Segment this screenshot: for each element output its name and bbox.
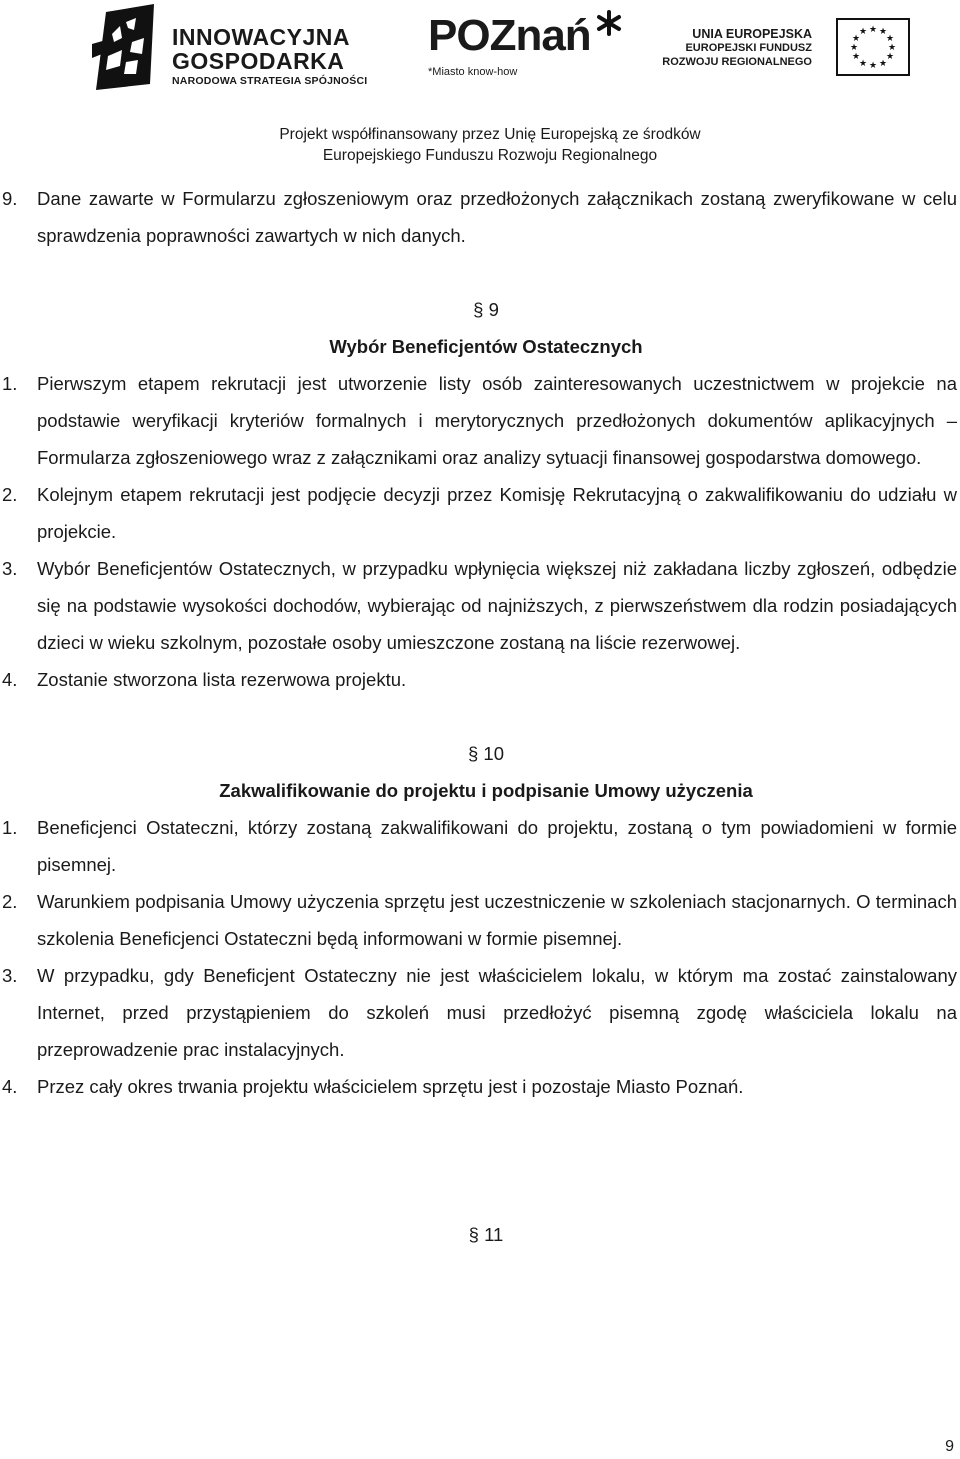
item-number: 2. — [2, 484, 18, 505]
list-item — [0, 883, 960, 957]
svg-text:★: ★ — [878, 27, 888, 37]
innowacyjna-line: INNOWACYJNA — [172, 24, 351, 50]
item-number: 3. — [2, 965, 18, 986]
list-item — [0, 1068, 960, 1105]
list-item — [0, 661, 960, 698]
svg-text:★: ★ — [868, 25, 878, 35]
poznan-tagline: *Miasto know-how — [428, 66, 518, 78]
item-text: Dane zawarte w Formularzu zgłoszeniowym oraz przedłożonych załącznikach zostaną zweryfikowane w celu sprawdzenia poprawności zawartych w nich danych. — [37, 188, 957, 246]
item-number: 3. — [2, 558, 18, 579]
svg-text:★: ★ — [887, 43, 897, 53]
item-text: Kolejnym etapem rekrutacji jest podjęcie decyzji przez Komisję Rekrutacyjną o zakwalifikowaniu do udziału w projekcie. — [37, 484, 957, 542]
item-number: 4. — [2, 1076, 18, 1097]
item-text: Beneficjenci Ostateczni, którzy zostaną zakwalifikowani do projektu, zostaną o tym powiadomieni w formie pisemnej. — [37, 817, 957, 875]
list-item — [0, 180, 960, 254]
svg-text:★: ★ — [851, 52, 861, 62]
svg-text:★: ★ — [885, 34, 895, 44]
item-text: Warunkiem podpisania Umowy użyczenia sprzętu jest uczestniczenie w szkoleniach stacjonarnych. O terminach szkolenia Beneficjenci Ostateczni będą informowani w formie pisemnej. — [37, 891, 957, 949]
eu-logo — [664, 16, 914, 82]
innowacyjna-gospodarka-icon — [92, 4, 162, 90]
section-10-sign: § 10 — [467, 743, 504, 764]
page-number: 9 — [945, 1438, 954, 1455]
cofinancing-note — [240, 124, 740, 166]
list-item — [0, 809, 960, 883]
item-text: Pierwszym etapem rekrutacji jest utworzenie listy osób zainteresowanych uczestnictwem w projekcie na podstawie weryfikacji kryteriów formalnych i merytorycznych przedłożonych dokumentów aplikacyjnych – Formularza zgłoszeniowego wraz z załącznikami oraz analizy sytuacji finansowej gospodarstwa domowego. — [37, 373, 957, 468]
section-10-title: Zakwalifikowanie do projektu i podpisanie Umowy użyczenia — [219, 780, 753, 801]
item-number: 9. — [2, 188, 18, 209]
item-text: Przez cały okres trwania projektu właścicielem sprzętu jest i pozostaje Miasto Poznań. — [37, 1076, 744, 1097]
list-item — [0, 550, 960, 661]
svg-text:★: ★ — [868, 61, 878, 71]
item-text: Wybór Beneficjentów Ostatecznych, w przypadku wpłynięcia większej niż zakładana liczby zgłoszeń, odbędzie się na podstawie wysokości dochodów, wybierając od najniższych, z pierwszeństwem dla rodzin posiadających dzieci w wieku szkolnym, pozostałe osoby umieszczone zostaną na liście rezerwowej. — [37, 558, 957, 653]
item-number: 1. — [2, 373, 18, 394]
section-9-sign: § 9 — [473, 299, 499, 320]
poznan-wordmark: POZnań — [428, 11, 591, 60]
svg-text:★: ★ — [885, 52, 895, 62]
innowacyjna-gospodarka-logo — [92, 4, 382, 90]
eu-line-1: UNIA EUROPEJSKA — [692, 27, 812, 41]
list-item — [0, 365, 960, 476]
eu-line-3: ROZWOJU REGIONALNEGO — [662, 56, 812, 68]
page-header — [0, 0, 960, 168]
section-11-sign: § 11 — [468, 1224, 504, 1245]
svg-text:★: ★ — [858, 27, 868, 37]
item-text: W przypadku, gdy Beneficjent Ostateczny nie jest właścicielem lokalu, w którym ma zostać zainstalowany Internet, przed przystąpieniem do szkoleń musi przedłożyć pisemną zgodę właściciela lokalu na przeprowadzenie prac instalacyjnych. — [37, 965, 957, 1060]
item-number: 4. — [2, 669, 18, 690]
item-number: 2. — [2, 891, 18, 912]
item-text: Zostanie stworzona lista rezerwowa projektu. — [37, 669, 407, 690]
svg-text:★: ★ — [858, 59, 868, 69]
svg-text:★: ★ — [849, 43, 859, 53]
item-number: 1. — [2, 817, 18, 838]
list-item — [0, 957, 960, 1068]
cofinancing-line-2: Europejskiego Funduszu Rozwoju Regionalnego — [322, 147, 658, 164]
asterisk-icon — [596, 10, 622, 36]
eu-flag-icon — [836, 18, 910, 76]
section-9-title: Wybór Beneficjentów Ostatecznych — [329, 336, 643, 357]
list-item — [0, 476, 960, 550]
poznan-logo — [428, 11, 628, 86]
gospodarka-line: GOSPODARKA — [172, 48, 345, 74]
svg-text:★: ★ — [851, 34, 861, 44]
strategia-line: NARODOWA STRATEGIA SPÓJNOŚCI — [172, 75, 368, 87]
cofinancing-line-1: Projekt współfinansowany przez Unię Europejską ze środków — [279, 126, 701, 143]
svg-text:★: ★ — [878, 59, 888, 69]
document-body — [0, 180, 960, 1253]
eu-line-2: EUROPEJSKI FUNDUSZ — [685, 42, 812, 54]
